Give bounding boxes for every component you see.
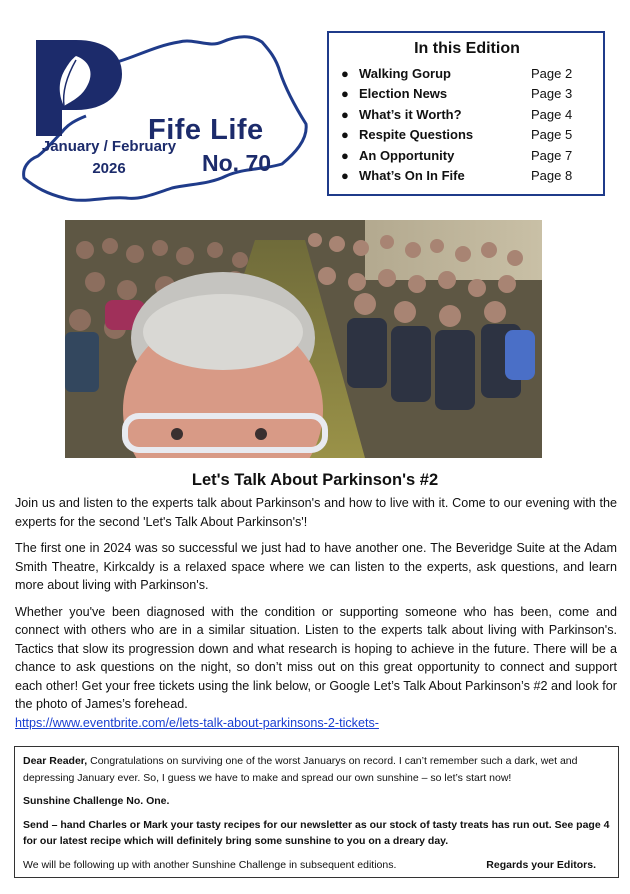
article-paragraph: Join us and listen to the experts talk about Parkinson's and how to live with it. Come to our evening with the experts for the second 'Let's Talk About Parkinson's'! — [15, 496, 617, 529]
toc-item-page: Page 3 — [531, 86, 573, 102]
editor-intro-text: Congratulations on surviving one of the worst Januarys on record. I can’t remember such a dark, wet and depressing January ever. So, I guess we have to make and spread our own sunshine – so let’s start now! — [23, 755, 578, 784]
toc-item-label: Election News — [359, 86, 448, 102]
article-title: Let's Talk About Parkinson's #2 — [191, 471, 439, 489]
editor-signoff: Regards your Editors. — [486, 858, 596, 871]
toc-item-page: Page 5 — [531, 127, 573, 143]
article-paragraph: The first one in 2024 was so successful we just had to have another one. The Beveridge Suite at the Adam Smith Theatre, Kirkcaldy is a relaxed space where we can listen to the experts, ask questions, and learn more about living with Parkinson's. — [15, 541, 617, 592]
editor-intro — [23, 753, 610, 786]
toc-item-label: What’s it Worth? — [359, 106, 462, 122]
audience-selfie-photo — [65, 220, 542, 458]
toc-item — [341, 104, 593, 125]
audience-photo-illustration — [65, 220, 542, 458]
issue-number: No. 70 — [202, 150, 272, 176]
editor-note-box — [14, 746, 619, 878]
issue-date — [24, 136, 194, 180]
toc-item-label: What’s On In Fife — [359, 168, 465, 184]
eventbrite-link[interactable]: https://www.eventbrite.com/e/lets-talk-about-parkinsons-2-tickets- — [15, 715, 379, 730]
issue-date-months: January / February — [41, 138, 177, 155]
toc-item-page: Page 8 — [531, 168, 573, 184]
toc-item-label: Walking Gorup — [359, 65, 451, 81]
bullet-icon: ● — [341, 147, 349, 163]
editor-footer — [23, 857, 610, 874]
toc-item-page: Page 4 — [531, 106, 573, 122]
sunshine-challenge-heading: Sunshine Challenge No. One. — [23, 795, 170, 807]
article-body — [15, 494, 617, 732]
editor-greeting: Dear Reader, — [23, 755, 88, 767]
recipe-request: Send – hand Charles or Mark your tasty recipes for our newsletter as our stock of tasty treats has run out. See page 4 for our latest recipe which will definitely bring some sunshine to you on a dreary day. — [23, 818, 610, 847]
bullet-icon: ● — [341, 168, 349, 184]
bullet-icon: ● — [341, 106, 349, 122]
bullet-icon: ● — [341, 86, 349, 102]
contents-box — [327, 31, 605, 196]
toc-item-label: An Opportunity — [359, 147, 455, 163]
toc-item — [341, 84, 593, 105]
toc-item-page: Page 7 — [531, 147, 573, 163]
followup-text: We will be following up with another Sunshine Challenge in subsequent editions. — [23, 858, 397, 871]
toc-item-label: Respite Questions — [359, 127, 474, 143]
toc-item-page: Page 2 — [531, 65, 573, 81]
toc-item — [341, 145, 593, 166]
article-paragraph: Whether you've been diagnosed with the condition or supporting someone who has been, come and connect with others who are in a similar situation. Listen to the experts talk about living with Parkinson's. Tactics that slow its progression down and what research is hoping to achieve in the future. There will be a chance to ask questions on the night, so don’t miss out on this great opportunity to connect and support each other! Get your free tickets using the link below, or Google Let’s Talk About Parkinson’s #2 and look for the photo of James’s forehead. — [15, 604, 617, 711]
issue-date-year: 2026 — [92, 160, 126, 177]
masthead — [14, 28, 314, 210]
bullet-icon: ● — [341, 65, 349, 81]
toc-item — [341, 63, 593, 84]
newsletter-title: Fife Life — [148, 114, 264, 146]
bullet-icon: ● — [341, 127, 349, 143]
toc-item — [341, 166, 593, 187]
toc-item — [341, 125, 593, 146]
contents-title: In this Edition — [414, 40, 520, 57]
